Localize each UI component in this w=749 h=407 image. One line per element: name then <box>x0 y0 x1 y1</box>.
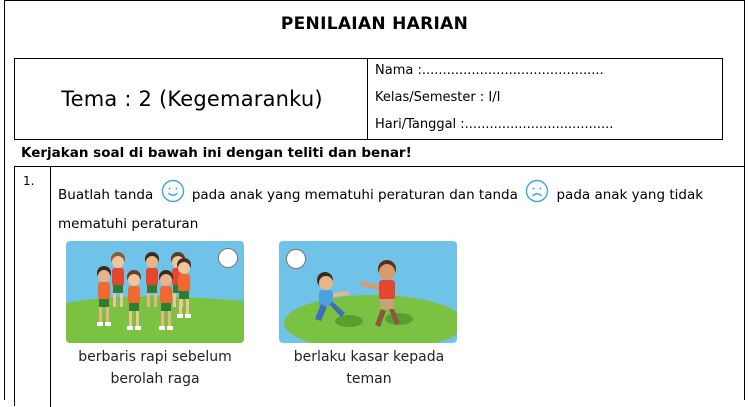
page-title: PENILAIAN HARIAN <box>280 14 469 34</box>
theme-label: Tema : 2 (Kegemaranku) <box>61 87 323 111</box>
theme-cell <box>15 59 368 139</box>
header-table <box>14 58 723 140</box>
date-field[interactable]: Hari/Tanggal :.................................... <box>375 117 614 132</box>
smiley-sad-icon <box>525 179 549 212</box>
answer-circle-1[interactable] <box>218 248 238 268</box>
question-text-part1: Buatlah tanda <box>58 187 154 203</box>
caption-pushing-friend: berlaku kasar kepada teman <box>293 349 445 387</box>
question-number-cell <box>15 167 51 407</box>
caption-lining-up: berbaris rapi sebelum berolah raga <box>78 349 232 387</box>
name-field[interactable]: Nama :............................................ <box>375 63 604 78</box>
question-text-part3: pada anak yang tidak mematuhi peraturan <box>58 187 704 232</box>
question-number: 1. <box>23 174 35 188</box>
question-text <box>58 179 728 237</box>
smiley-happy-icon <box>161 179 185 212</box>
instruction-text: Kerjakan soal di bawah ini dengan teliti dan benar! <box>21 145 412 161</box>
student-info-cell <box>375 59 715 139</box>
answer-circle-2[interactable] <box>286 249 306 269</box>
question-text-part2: pada anak yang mematuhi peraturan dan tanda <box>191 187 518 203</box>
class-semester-label: Kelas/Semester : I/I <box>375 90 501 105</box>
